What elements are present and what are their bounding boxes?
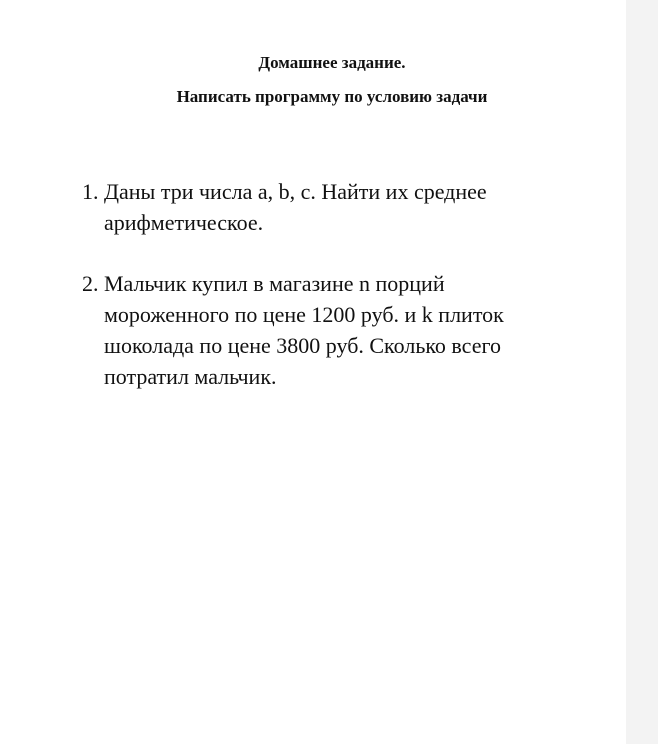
- task-item-1: [82, 176, 552, 238]
- task-item-2: [82, 268, 552, 392]
- task-number: 1.: [82, 179, 99, 204]
- task-list: [82, 176, 552, 392]
- task-number: 2.: [82, 271, 99, 296]
- task-text: Даны три числа a, b, c. Найти их среднее арифметическое.: [104, 179, 487, 235]
- document-subtitle: Написать программу по условию задачи: [176, 87, 488, 106]
- viewer-side-gutter: [626, 0, 658, 744]
- document-title: Домашнее задание.: [258, 53, 406, 72]
- task-text: Мальчик купил в магазине n порций мороженного по цене 1200 руб. и k плиток шоколада по цене 3800 руб. Сколько всего потратил мальчик.: [104, 271, 504, 389]
